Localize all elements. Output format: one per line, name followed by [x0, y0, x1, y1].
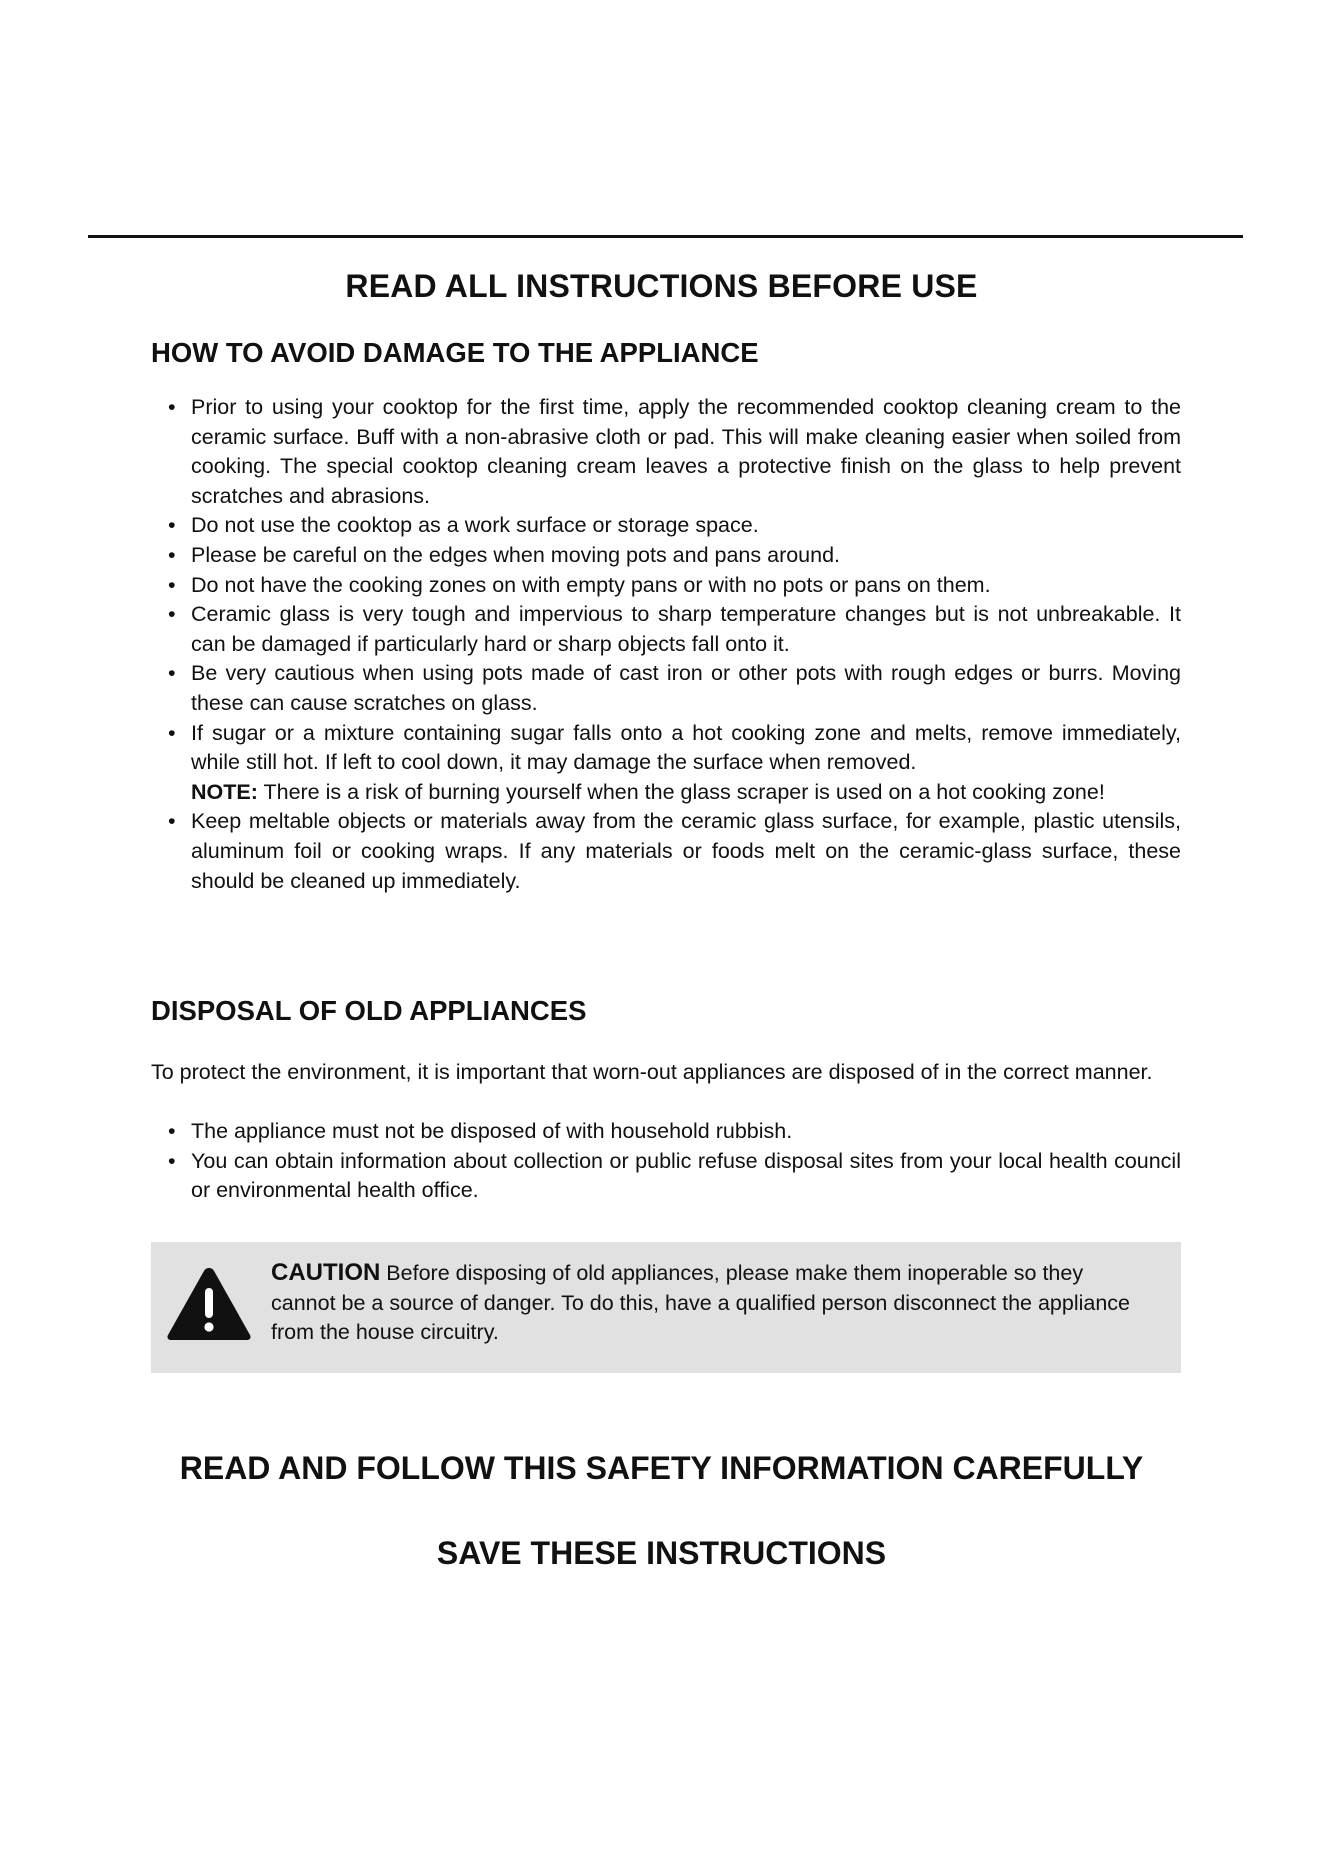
- list-item-text: Do not use the cooktop as a work surface or storage space.: [191, 513, 759, 538]
- list-item: [151, 1117, 1181, 1147]
- section-heading-disposal: DISPOSAL OF OLD APPLIANCES: [151, 995, 587, 1026]
- list-item: [151, 541, 1181, 571]
- bullet-icon: •: [168, 809, 176, 834]
- section-heading-avoid-damage: HOW TO AVOID DAMAGE TO THE APPLIANCE: [151, 337, 759, 368]
- list-item-text: Do not have the cooking zones on with empty pans or with no pots or pans on them.: [191, 572, 991, 597]
- list-item: [151, 600, 1181, 659]
- note-text: There is a risk of burning yourself when the glass scraper is used on a hot cooking zone!: [257, 779, 1105, 804]
- bullet-icon: •: [168, 720, 176, 745]
- list-item-text: The appliance must not be disposed of with household rubbish.: [191, 1119, 793, 1143]
- footer-safety-heading: READ AND FOLLOW THIS SAFETY INFORMATION CAREFULLY: [179, 1450, 1144, 1486]
- bullet-icon: •: [168, 602, 176, 627]
- bullet-icon: •: [168, 1119, 176, 1143]
- disposal-intro: To protect the environment, it is important that worn-out appliances are disposed of in the correct manner.: [151, 1060, 1153, 1084]
- page-title: READ ALL INSTRUCTIONS BEFORE USE: [345, 268, 978, 304]
- bullet-icon: •: [168, 572, 176, 597]
- list-item: [151, 659, 1181, 718]
- list-item: [151, 571, 1181, 601]
- note-label: NOTE:: [191, 779, 258, 804]
- list-item-text: You can obtain information about collection or public refuse disposal sites from your local health council or environmental health office.: [191, 1148, 1181, 1203]
- top-divider: [88, 235, 1243, 238]
- warning-triangle-icon: [165, 1264, 253, 1344]
- caution-box: [151, 1242, 1181, 1373]
- bullet-icon: •: [168, 542, 176, 567]
- bullet-icon: •: [168, 1148, 176, 1173]
- caution-text: [271, 1258, 1151, 1348]
- list-item-text: Be very cautious when using pots made of cast iron or other pots with rough edges or burrs. Moving these can cause scratches on glass.: [191, 661, 1181, 715]
- list-item-text: Prior to using your cooktop for the first time, apply the recommended cooktop cleaning cream to the ceramic surface. Buff with a non-abrasive cloth or pad. This will make cleaning easier when soiled from cooking. The special cooktop cleaning cream leaves a protective finish on the glass to help prevent scratches and abrasions.: [191, 395, 1181, 508]
- list-item: [151, 807, 1181, 896]
- list-item-text: If sugar or a mixture containing sugar falls onto a hot cooking zone and melts, remove immediately, while still hot. If left to cool down, it may damage the surface when removed.: [191, 720, 1181, 775]
- list-item-text: Keep meltable objects or materials away from the ceramic glass surface, for example, plastic utensils, aluminum foil or cooking wraps. If any materials or foods melt on the ceramic-glass surface, these should be cleaned up immediately.: [191, 809, 1181, 893]
- list-item: [151, 719, 1181, 808]
- bullet-icon: •: [168, 395, 176, 419]
- bullet-icon: •: [168, 513, 176, 538]
- bullet-icon: •: [168, 661, 176, 686]
- caution-body: Before disposing of old appliances, please make them inoperable so they cannot be a source of danger. To do this, have a qualified person disconnect the appliance from the house circuitry.: [271, 1261, 1131, 1345]
- list-item: [151, 511, 1181, 541]
- list-item-text: Ceramic glass is very tough and impervious to sharp temperature changes but is not unbreakable. It can be damaged if particularly hard or sharp objects fall onto it.: [191, 602, 1181, 656]
- list-item-text: Please be careful on the edges when moving pots and pans around.: [191, 542, 841, 567]
- list-item: [151, 393, 1181, 511]
- list-item: [151, 1147, 1181, 1206]
- avoid-damage-list: [151, 393, 1181, 896]
- footer-save-heading: SAVE THESE INSTRUCTIONS: [436, 1535, 887, 1571]
- disposal-list: [151, 1117, 1181, 1206]
- caution-label: CAUTION: [271, 1259, 381, 1286]
